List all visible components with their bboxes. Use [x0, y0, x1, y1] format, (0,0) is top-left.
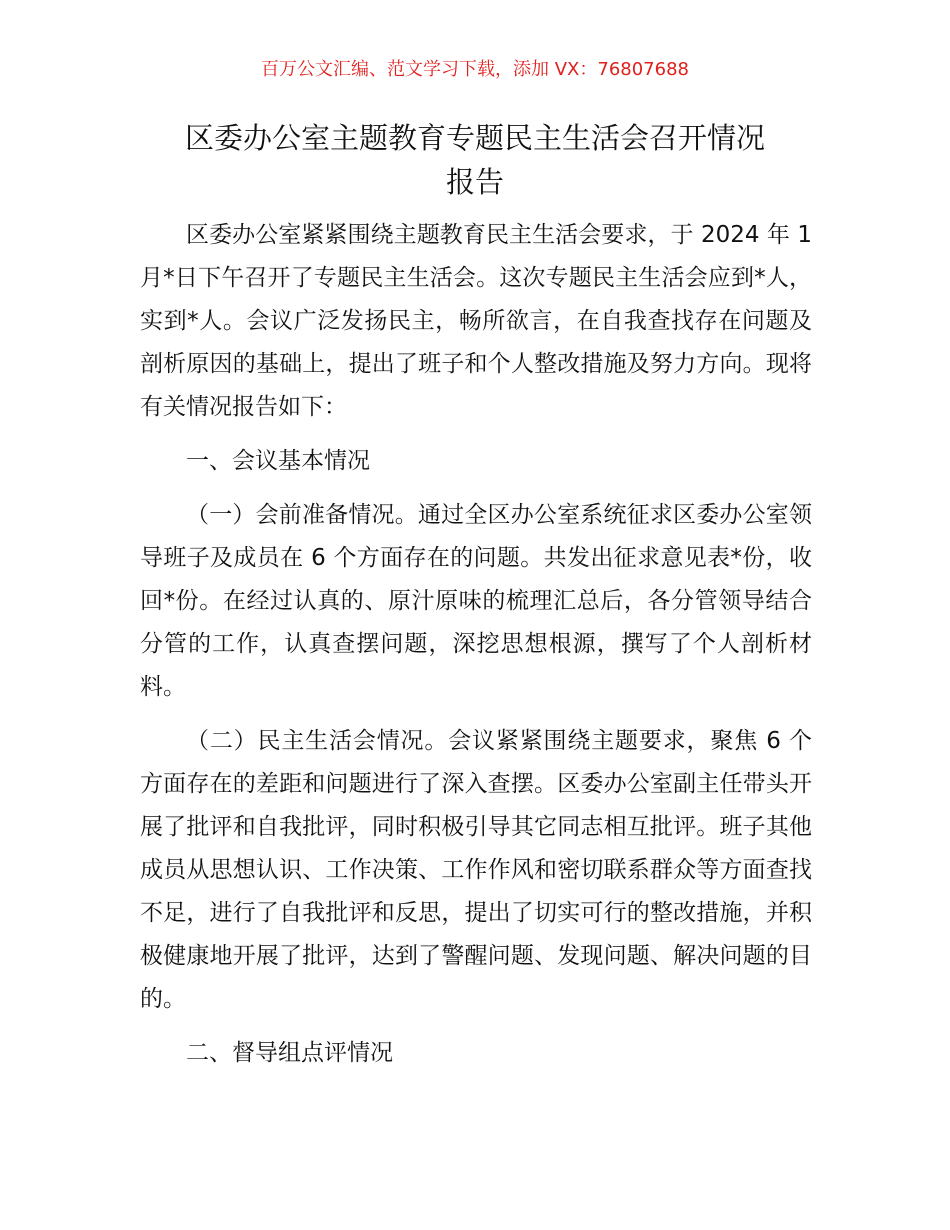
- subsection-paragraph-1: （一）会前准备情况。通过全区办公室系统征求区委办公室领导班子及成员在 6 个方面存在的问题。共发出征求意见表*份，收回*份。在经过认真的、原汁原味的梳理汇总后，各分管领导结合分管的工作，认真查摆问题，深挖思想根源，撰写了个人剖析材料。: [140, 502, 812, 700]
- document-title: [140, 116, 810, 204]
- header-watermark-note: 百万公文汇编、范文学习下载，添加 VX：76807688: [261, 59, 689, 80]
- document-body: [140, 214, 812, 1086]
- document-title-line-1: 区委办公室主题教育专题民主生活会召开情况: [184, 121, 765, 155]
- subsection-paragraph-2: （二）民主生活会情况。会议紧紧围绕主题要求，聚焦 6 个方面存在的差距和问题进行了深入查摆。区委办公室副主任带头开展了批评和自我批评，同时积极引导其它同志相互批评。班子其他成员从思想认识、工作决策、工作作风和密切联系群众等方面查找不足，进行了自我批评和反思，提出了切实可行的整改措施，并积极健康地开展了批评，达到了警醒问题、发现问题、解决问题的目的。: [140, 728, 812, 1012]
- section-heading-1: 一、会议基本情况: [186, 448, 370, 474]
- intro-paragraph: 区委办公室紧紧围绕主题教育民主生活会要求，于 2024 年 1 月*日下午召开了专题民主生活会。这次专题民主生活会应到*人，实到*人。会议广泛发扬民主，畅所欲言，在自我查找存在问题及剖析原因的基础上，提出了班子和个人整改措施及努力方向。现将有关情况报告如下：: [140, 222, 813, 420]
- document-title-line-2: 报告: [445, 165, 504, 199]
- section-heading-2: 二、督导组点评情况: [186, 1040, 393, 1066]
